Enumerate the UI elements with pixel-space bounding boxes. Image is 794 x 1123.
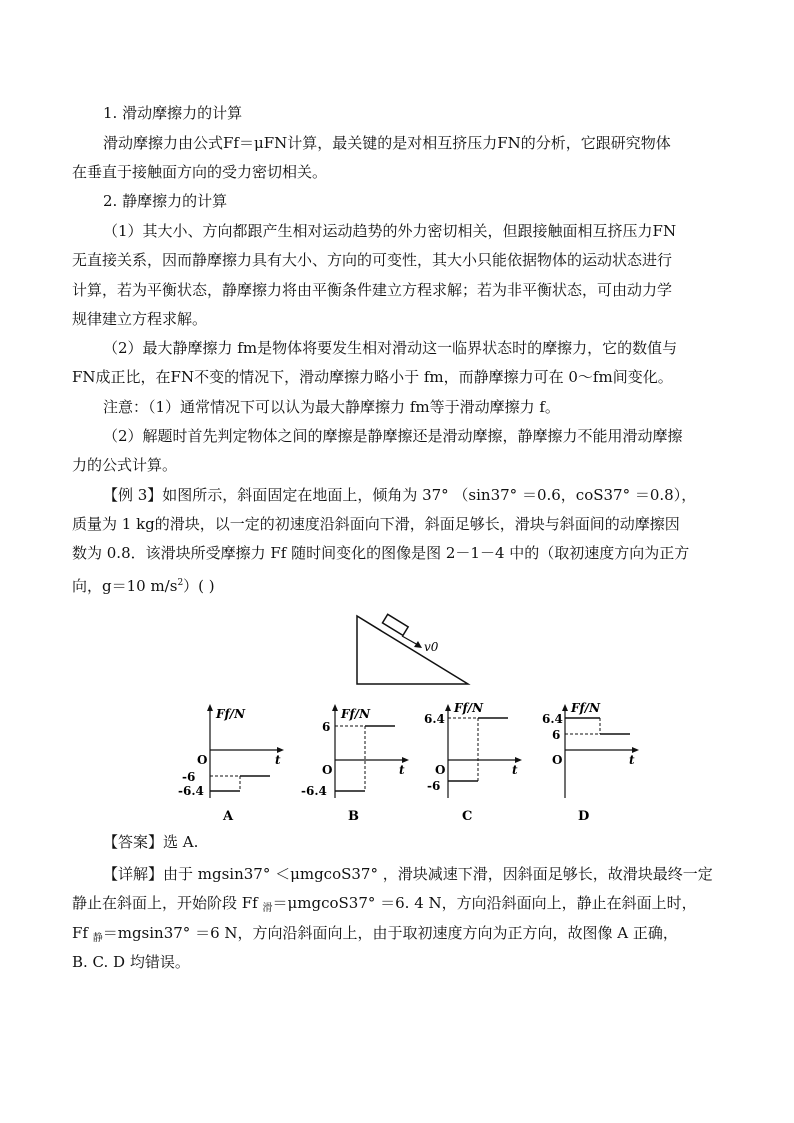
graph-d xyxy=(542,701,639,824)
explanation-line: 【详解】由于 mgsin37° ＜μmgcoS37° ，滑块减速下滑，因斜面足够长，故滑块最终一定 xyxy=(103,865,713,883)
heading-sliding-friction: 1. 滑动摩擦力的计算 xyxy=(103,104,243,122)
velocity-arrow xyxy=(402,636,418,645)
explanation-line: Ff $_静$＝mgsin37° ＝6 N，方向沿斜面向上，由于取初速度方向为正方向，故图像 A 正确， xyxy=(72,924,678,944)
velocity-label: v0 xyxy=(424,640,439,654)
paragraph-line: 在垂直于接触面方向的受力密切相关。 xyxy=(72,163,328,181)
panel-letter-c: C xyxy=(462,809,473,824)
tick-label: 6.4 xyxy=(424,712,445,726)
graph-b xyxy=(301,704,409,824)
x-axis-label: t xyxy=(629,753,635,767)
graph-c xyxy=(424,701,522,824)
heading-static-friction: 2. 静摩擦力的计算 xyxy=(103,192,228,210)
explanation-line: B. C. D 均错误。 xyxy=(72,953,190,971)
paragraph-line: 力的公式计算。 xyxy=(72,456,178,474)
paragraph-line: 滑动摩擦力由公式Ff＝μFN计算，最关键的是对相互挤压力FN的分析，它跟研究物体 xyxy=(103,134,671,152)
velocity-arrowhead xyxy=(414,641,422,648)
slider-block xyxy=(382,614,408,635)
paragraph-line: 无直接关系，因而静摩擦力具有大小、方向的可变性，其大小只能依据物体的运动状态进行 xyxy=(72,251,673,269)
answer-line: 【答案】选 A. xyxy=(103,833,199,851)
tick-label: -6.4 xyxy=(301,784,327,798)
graph-options xyxy=(170,698,660,828)
x-axis-label: t xyxy=(275,753,281,767)
paragraph-line: 规律建立方程求解。 xyxy=(72,310,208,328)
graph-a xyxy=(178,704,284,824)
paragraph-line: （2）解题时首先判定物体之间的摩擦是静摩擦还是滑动摩擦，静摩擦力不能用滑动摩擦 xyxy=(103,427,683,445)
tick-label: -6 xyxy=(182,770,196,784)
paragraph-line: （1）其大小、方向都跟产生相对运动趋势的外力密切相关，但跟接触面相互挤压力FN xyxy=(103,222,677,240)
tick-label: 6.4 xyxy=(542,712,563,726)
panel-letter-d: D xyxy=(578,809,590,824)
x-axis-label: t xyxy=(399,763,405,777)
paragraph-line: （2）最大静摩擦力 fm是物体将要发生相对滑动这一临界状态时的摩擦力，它的数值与 xyxy=(103,339,678,357)
incline-figure xyxy=(350,608,480,688)
tick-label: 6 xyxy=(552,728,561,742)
example-line: 【例 3】如图所示，斜面固定在地面上，倾角为 37° （sin37° ＝0.6，coS37° ＝0.8）， xyxy=(103,486,697,504)
panel-letter-b: B xyxy=(348,809,359,824)
y-axis-label: Ff/N xyxy=(341,707,371,721)
example-line: 质量为 1 kg的滑块，以一定的初速度沿斜面向下滑，斜面足够长，滑块与斜面间的动摩擦因 xyxy=(72,515,680,533)
tick-label: 6 xyxy=(322,720,331,734)
panel-letter-a: A xyxy=(223,809,234,824)
tick-label: -6.4 xyxy=(178,784,204,798)
origin-label: O xyxy=(552,753,563,767)
y-arrowhead xyxy=(332,704,338,711)
incline-triangle xyxy=(357,616,468,684)
paragraph-line: 计算，若为平衡状态，静摩擦力将由平衡条件建立方程求解；若为非平衡状态，可由动力学 xyxy=(72,281,673,299)
example-line: 数为 0.8．该滑块所受摩擦力 Ff 随时间变化的图像是图 2－1－4 中的（取初速度方向为正方 xyxy=(72,544,690,562)
y-arrowhead xyxy=(445,704,451,711)
y-arrowhead xyxy=(562,704,568,711)
paragraph-line: FN成正比，在FN不变的情况下，滑动摩擦力略小于 fm，而静摩擦力可在 0～fm间变化。 xyxy=(72,368,673,386)
explanation-line: 静止在斜面上，开始阶段 Ff $_滑$＝μmgcoS37° ＝6. 4 N，方向沿斜面向上，静止在斜面上时， xyxy=(72,894,697,914)
y-axis-label: Ff/N xyxy=(216,707,246,721)
y-axis-label: Ff/N xyxy=(571,701,601,715)
example-line: 向，g＝10 $m/s^2$）( ) xyxy=(72,577,215,595)
origin-label: O xyxy=(322,763,333,777)
x-axis-label: t xyxy=(512,763,518,777)
note-line: 注意：（1）通常情况下可以认为最大静摩擦力 fm等于滑动摩擦力 f。 xyxy=(103,398,560,416)
origin-label: O xyxy=(197,753,208,767)
origin-label: O xyxy=(435,763,446,777)
y-arrowhead xyxy=(207,704,213,711)
y-axis-label: Ff/N xyxy=(454,701,484,715)
tick-label: -6 xyxy=(427,779,441,793)
